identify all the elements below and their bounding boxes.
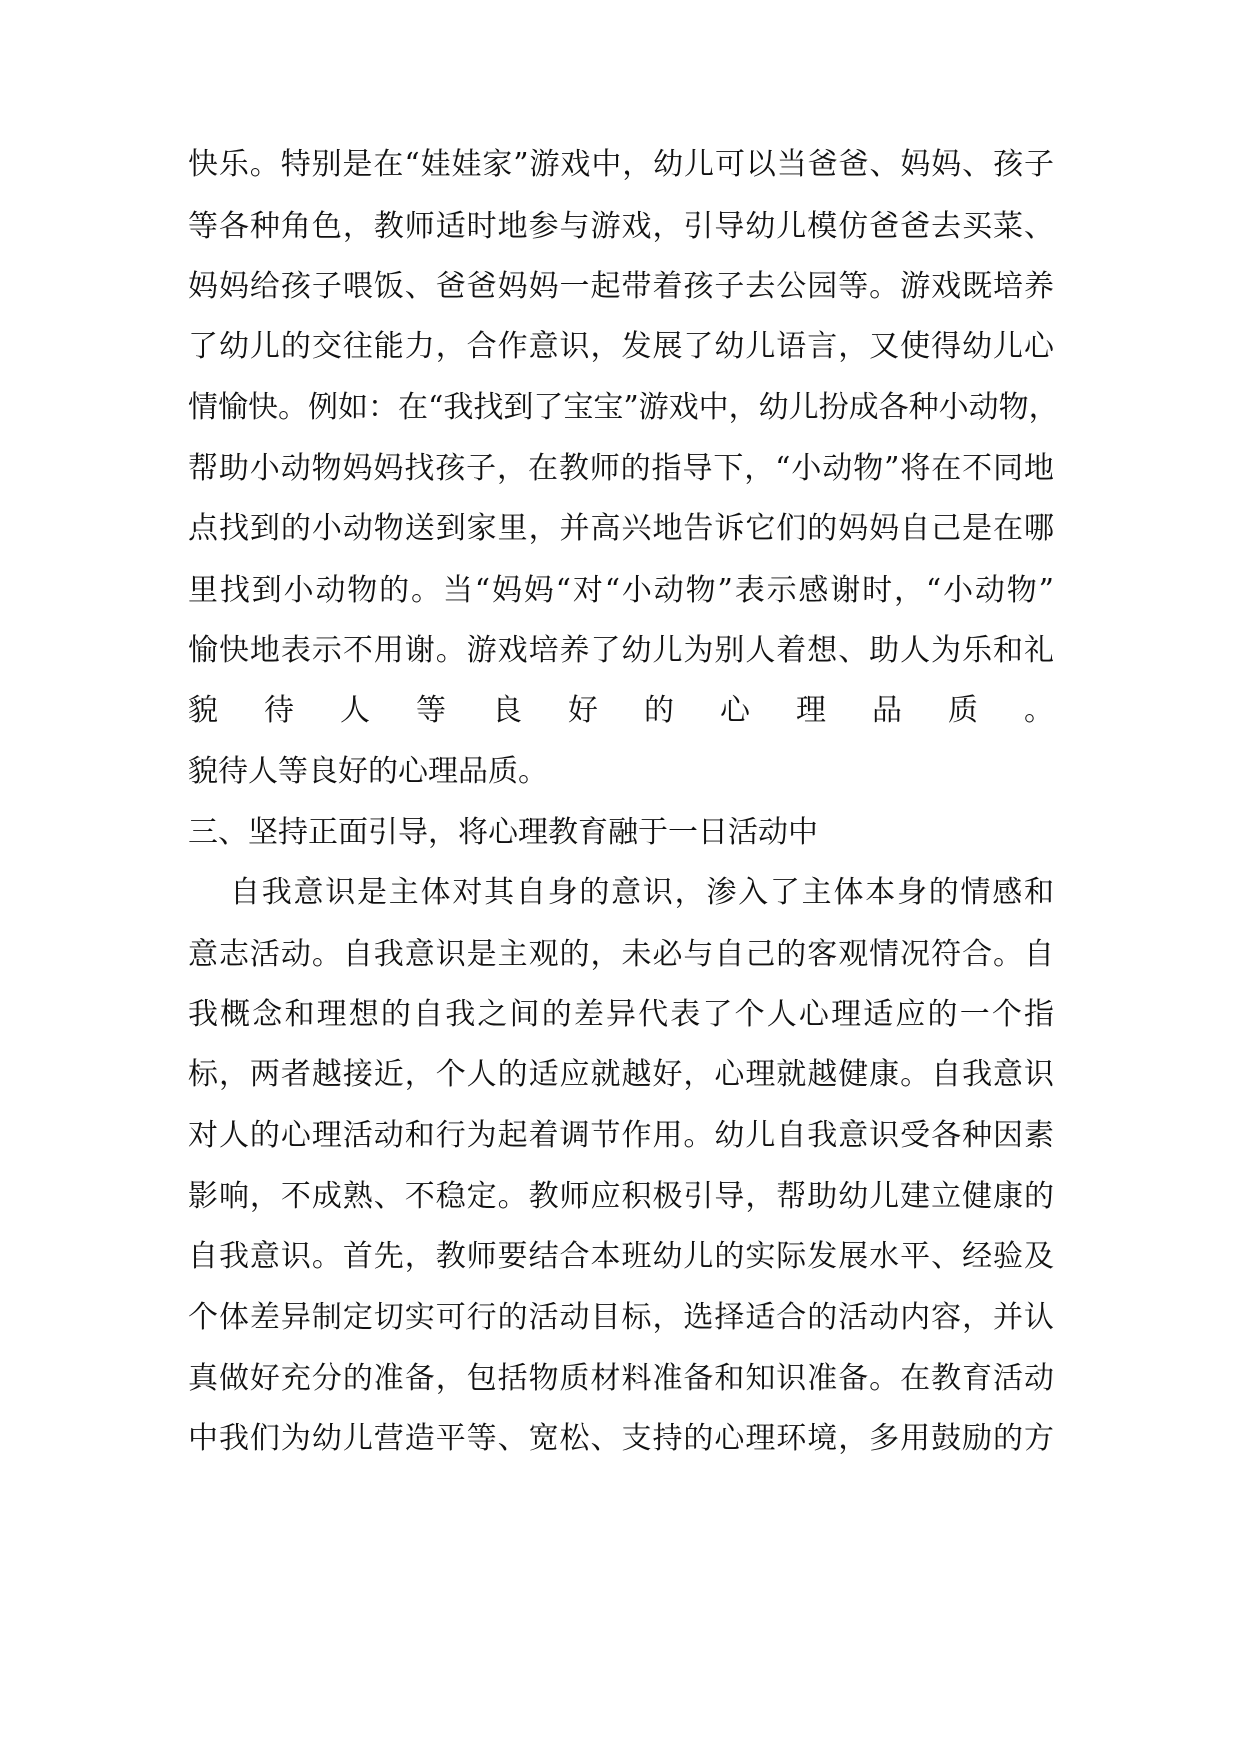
text-line: 中我们为幼儿营造平等、宽松、支持的心理环境，多用鼓励的方	[188, 1421, 1054, 1456]
text-line: 对人的心理活动和行为起着调节作用。幼儿自我意识受各种因素	[188, 1118, 1054, 1153]
text-line: 里找到小动物的。当“妈妈“对“小动物”表示感谢时，“小动物”	[188, 573, 1054, 608]
text-line: 快乐。特别是在“娃娃家”游戏中，幼儿可以当爸爸、妈妈、孩子	[188, 147, 1054, 182]
text-line: 帮助小动物妈妈找孩子，在教师的指导下，“小动物”将在不同地	[188, 451, 1054, 486]
text-line: 点找到的小动物送到家里，并高兴地告诉它们的妈妈自己是在哪	[188, 511, 1054, 546]
text-line: 了幼儿的交往能力，合作意识，发展了幼儿语言，又使得幼儿心	[188, 329, 1054, 364]
text-line: 愉快地表示不用谢。游戏培养了幼儿为别人着想、助人为乐和礼	[188, 633, 1054, 668]
text-line: 自我意识是主体对其自身的意识，渗入了主体本身的情感和	[230, 875, 1054, 910]
text-line: 真做好充分的准备，包括物质材料准备和知识准备。在教育活动	[188, 1361, 1054, 1396]
text-line: 自我意识。首先，教师要结合本班幼儿的实际发展水平、经验及	[188, 1239, 1054, 1274]
text-line: 等各种角色，教师适时地参与游戏，引导幼儿模仿爸爸去买菜、	[188, 209, 1054, 244]
text-line: 个体差异制定切实可行的活动目标，选择适合的活动内容，并认	[188, 1300, 1054, 1335]
text-line: 我概念和理想的自我之间的差异代表了个人心理适应的一个指	[188, 997, 1054, 1032]
text-line: 意志活动。自我意识是主观的，未必与自己的客观情况符合。自	[188, 937, 1054, 972]
section-heading: 三、坚持正面引导，将心理教育融于一日活动中	[188, 815, 818, 850]
text-line: 标，两者越接近，个人的适应就越好，心理就越健康。自我意识	[188, 1057, 1054, 1092]
text-line: 貌待人等良好的心理品质。	[188, 693, 1054, 728]
text-line: 貌待人等良好的心理品质。	[188, 754, 548, 789]
text-line: 情愉快。例如：在“我找到了宝宝”游戏中，幼儿扮成各种小动物，	[188, 390, 1059, 425]
text-line: 妈妈给孩子喂饭、爸爸妈妈一起带着孩子去公园等。游戏既培养	[188, 269, 1054, 304]
text-line: 影响，不成熟、不稳定。教师应积极引导，帮助幼儿建立健康的	[188, 1179, 1054, 1214]
